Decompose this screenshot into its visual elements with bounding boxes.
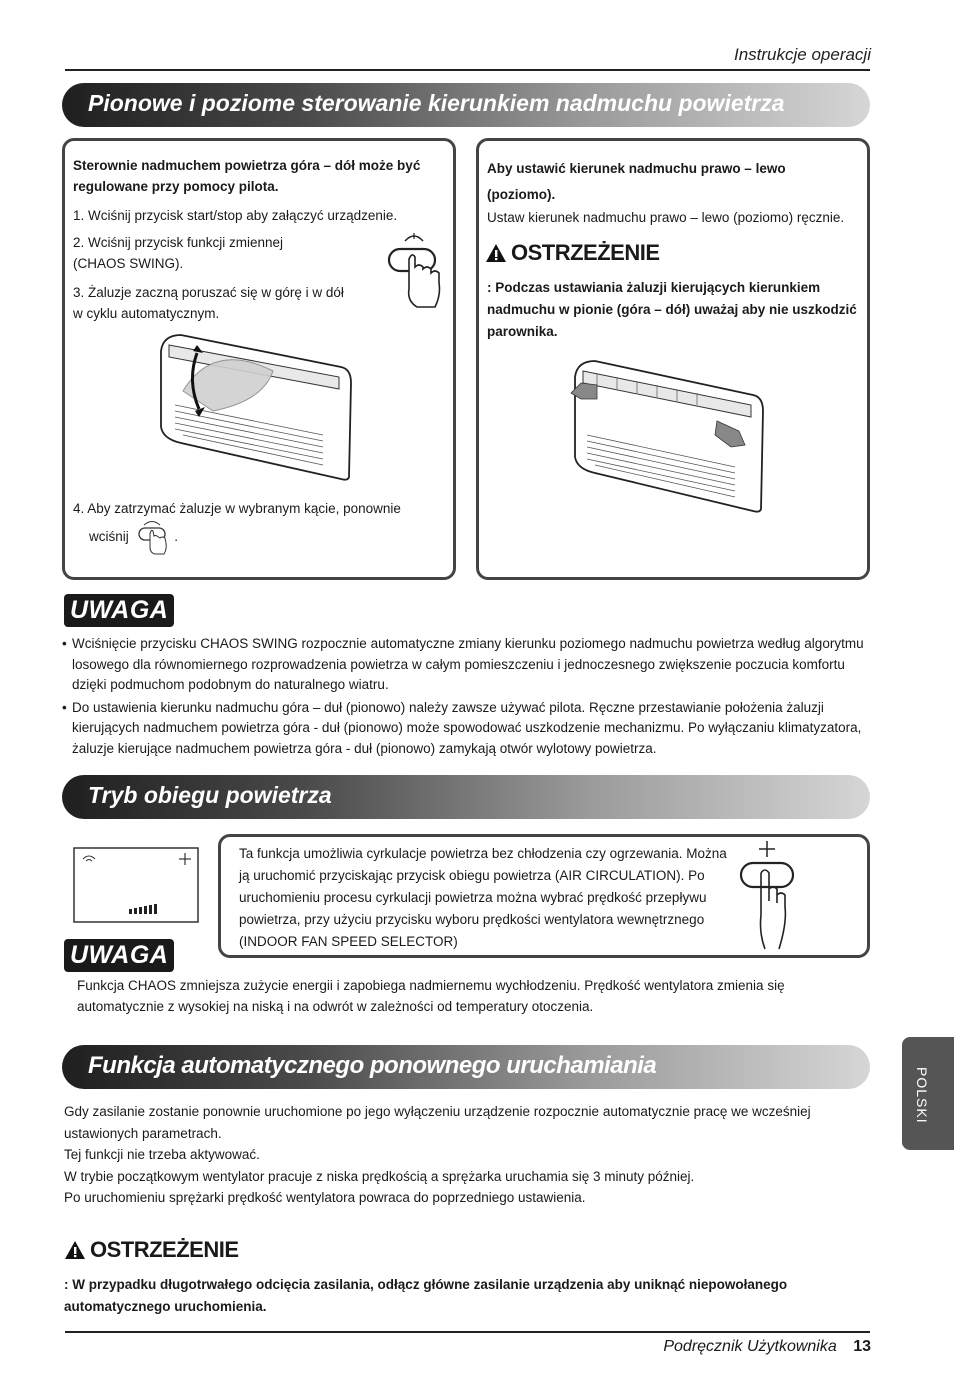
warning-heading — [64, 1237, 239, 1263]
step-4 — [73, 498, 448, 555]
notes-list — [62, 634, 868, 759]
step-3: 3. Żaluzje zaczną poruszać się w górę i w dół w cyklu automatycznym. — [73, 285, 344, 321]
header-rule — [65, 69, 870, 71]
step-4-text: 4. Aby zatrzymać żaluzje w wybranym kącie, ponownie — [73, 501, 401, 516]
section-banner-auto-restart — [62, 1045, 870, 1089]
section-title: Pionowe i poziome sterowanie kierunkiem nadmuchu powietrza — [88, 90, 785, 116]
section-title: Tryb obiegu powietrza — [88, 782, 332, 808]
language-tab — [902, 1037, 954, 1150]
left-instructions-box — [62, 138, 456, 580]
warning-triangle-icon — [64, 1240, 86, 1260]
footer-rule — [65, 1331, 870, 1333]
warning-title: OSTRZEŻENIE — [511, 240, 660, 265]
running-header: Instrukcje operacji — [733, 45, 871, 64]
note-item: • Do ustawienia kierunku nadmuchu góra – duł (pionowo) należy zawsze używać pilota. Ręczne przestawianie położenia żaluzji kierujących nadmuchem powietrza góra - duł (pionowo) może spowodować uszkodzenie mechanizmu. Po wyłączaniu klimatyzatora, żaluzje kierujące nadmuchem powietrza góra - duł (pionowo) zamykają otwór wylotowy powietrza. — [62, 698, 868, 760]
section-title: Funkcja automatycznego ponownego uruchamiania — [88, 1052, 657, 1079]
footer — [663, 1338, 871, 1356]
note-label: UWAGA — [64, 939, 174, 972]
right-title: Aby ustawić kierunek nadmuchu prawo – lewo (poziomo). — [487, 161, 786, 202]
step-4-text-c: . — [174, 529, 179, 544]
note-item: • Wciśnięcie przycisku CHAOS SWING rozpocznie automatyczne zmiany kierunku poziomego nadmuchu powietrza według algorytmu losowego dla równomiernego rozprowadzenia powietrza w całym pomieszczeniu i jednoczesnego zwiększenie poczucia komfortu dzięki podmuchom podobnym do naturalnego wiatru. — [62, 634, 868, 696]
language-tab-label: POLSKI — [914, 1067, 930, 1124]
section-banner-airflow — [62, 83, 870, 127]
step-1: 1. Wciśnij przycisk start/stop aby załączyć urządzenie. — [73, 208, 398, 223]
right-instructions-box — [476, 138, 870, 580]
swing-button-small-icon — [135, 519, 171, 555]
footer-text: Podręcznik Użytkownika — [663, 1338, 837, 1355]
warning-text: : Podczas ustawiania żaluzji kierujących kierunkiem nadmuchu w pionie (góra – dół) uważaj aby nie uszkodzić parownika. — [487, 280, 857, 339]
step-2: 2. Wciśnij przycisk funkcji zmiennej (CHAOS SWING). — [73, 235, 284, 271]
paragraph: Po uruchomieniu sprężarki prędkość wentylatora powraca do poprzedniego ustawienia. — [64, 1190, 586, 1205]
chaos-note: Funkcja CHAOS zmniejsza zużycie energii i zapobiega nadmiernemu wychłodzeniu. Prędkość wentylatora zmienia się automatycznie z wysokiej na niską i na odwrót w zależności od temperatury otoczenia. — [77, 978, 785, 1014]
note-label: UWAGA — [64, 594, 174, 627]
warning-heading — [485, 240, 660, 266]
air-circulation-text: Ta funkcja umożliwia cyrkulacje powietrza bez chłodzenia czy ogrzewania. Można ją uruchomić przyciskając przycisk obiegu powietrza (AIR CIRCULATION). Po uruchomieniu procesu cyrkulacji powietrza można wybrać prędkość przepływu powietrza, przy użyciu przycisku wyboru prędkości wentylatora wewnętrznego (INDOOR FAN SPEED SELECTOR) — [239, 846, 727, 949]
warning-title: OSTRZEŻENIE — [90, 1237, 239, 1262]
right-text: Ustaw kierunek nadmuchu prawo – lewo (poziomo) ręcznie. — [487, 210, 845, 225]
air-circulation-button-hand-icon — [731, 837, 803, 953]
air-circulation-box — [218, 834, 870, 958]
page-number: 13 — [853, 1338, 871, 1355]
left-intro: Sterownie nadmuchem powietrza góra – dół może być regulowane przy pomocy pilota. — [73, 158, 421, 194]
remote-display-illustration — [73, 847, 199, 923]
warning-text: : W przypadku długotrwałego odcięcia zasilania, odłącz główne zasilanie urządzenia aby uniknąć niepowołanego automatycznego uruchomienia. — [64, 1277, 788, 1314]
indoor-unit-swing-illustration — [153, 331, 353, 481]
step-4-text-b: wciśnij — [89, 529, 129, 544]
section-banner-air-circulation — [62, 775, 870, 819]
auto-restart-text — [64, 1101, 864, 1209]
paragraph: Gdy zasilanie zostanie ponownie uruchomione po jego wyłączeniu urządzenie rozpocznie automatycznie pracę we wcześniej ustawionych parametrach. — [64, 1104, 811, 1141]
paragraph: Tej funkcji nie trzeba aktywować. — [64, 1147, 260, 1162]
paragraph: W trybie początkowym wentylator pracuje z niska prędkością a sprężarka uruchamia się 3 minuty później. — [64, 1168, 695, 1184]
warning-triangle-icon — [485, 243, 507, 263]
swing-button-hand-icon — [383, 229, 445, 311]
indoor-unit-horizontal-illustration — [567, 355, 767, 513]
